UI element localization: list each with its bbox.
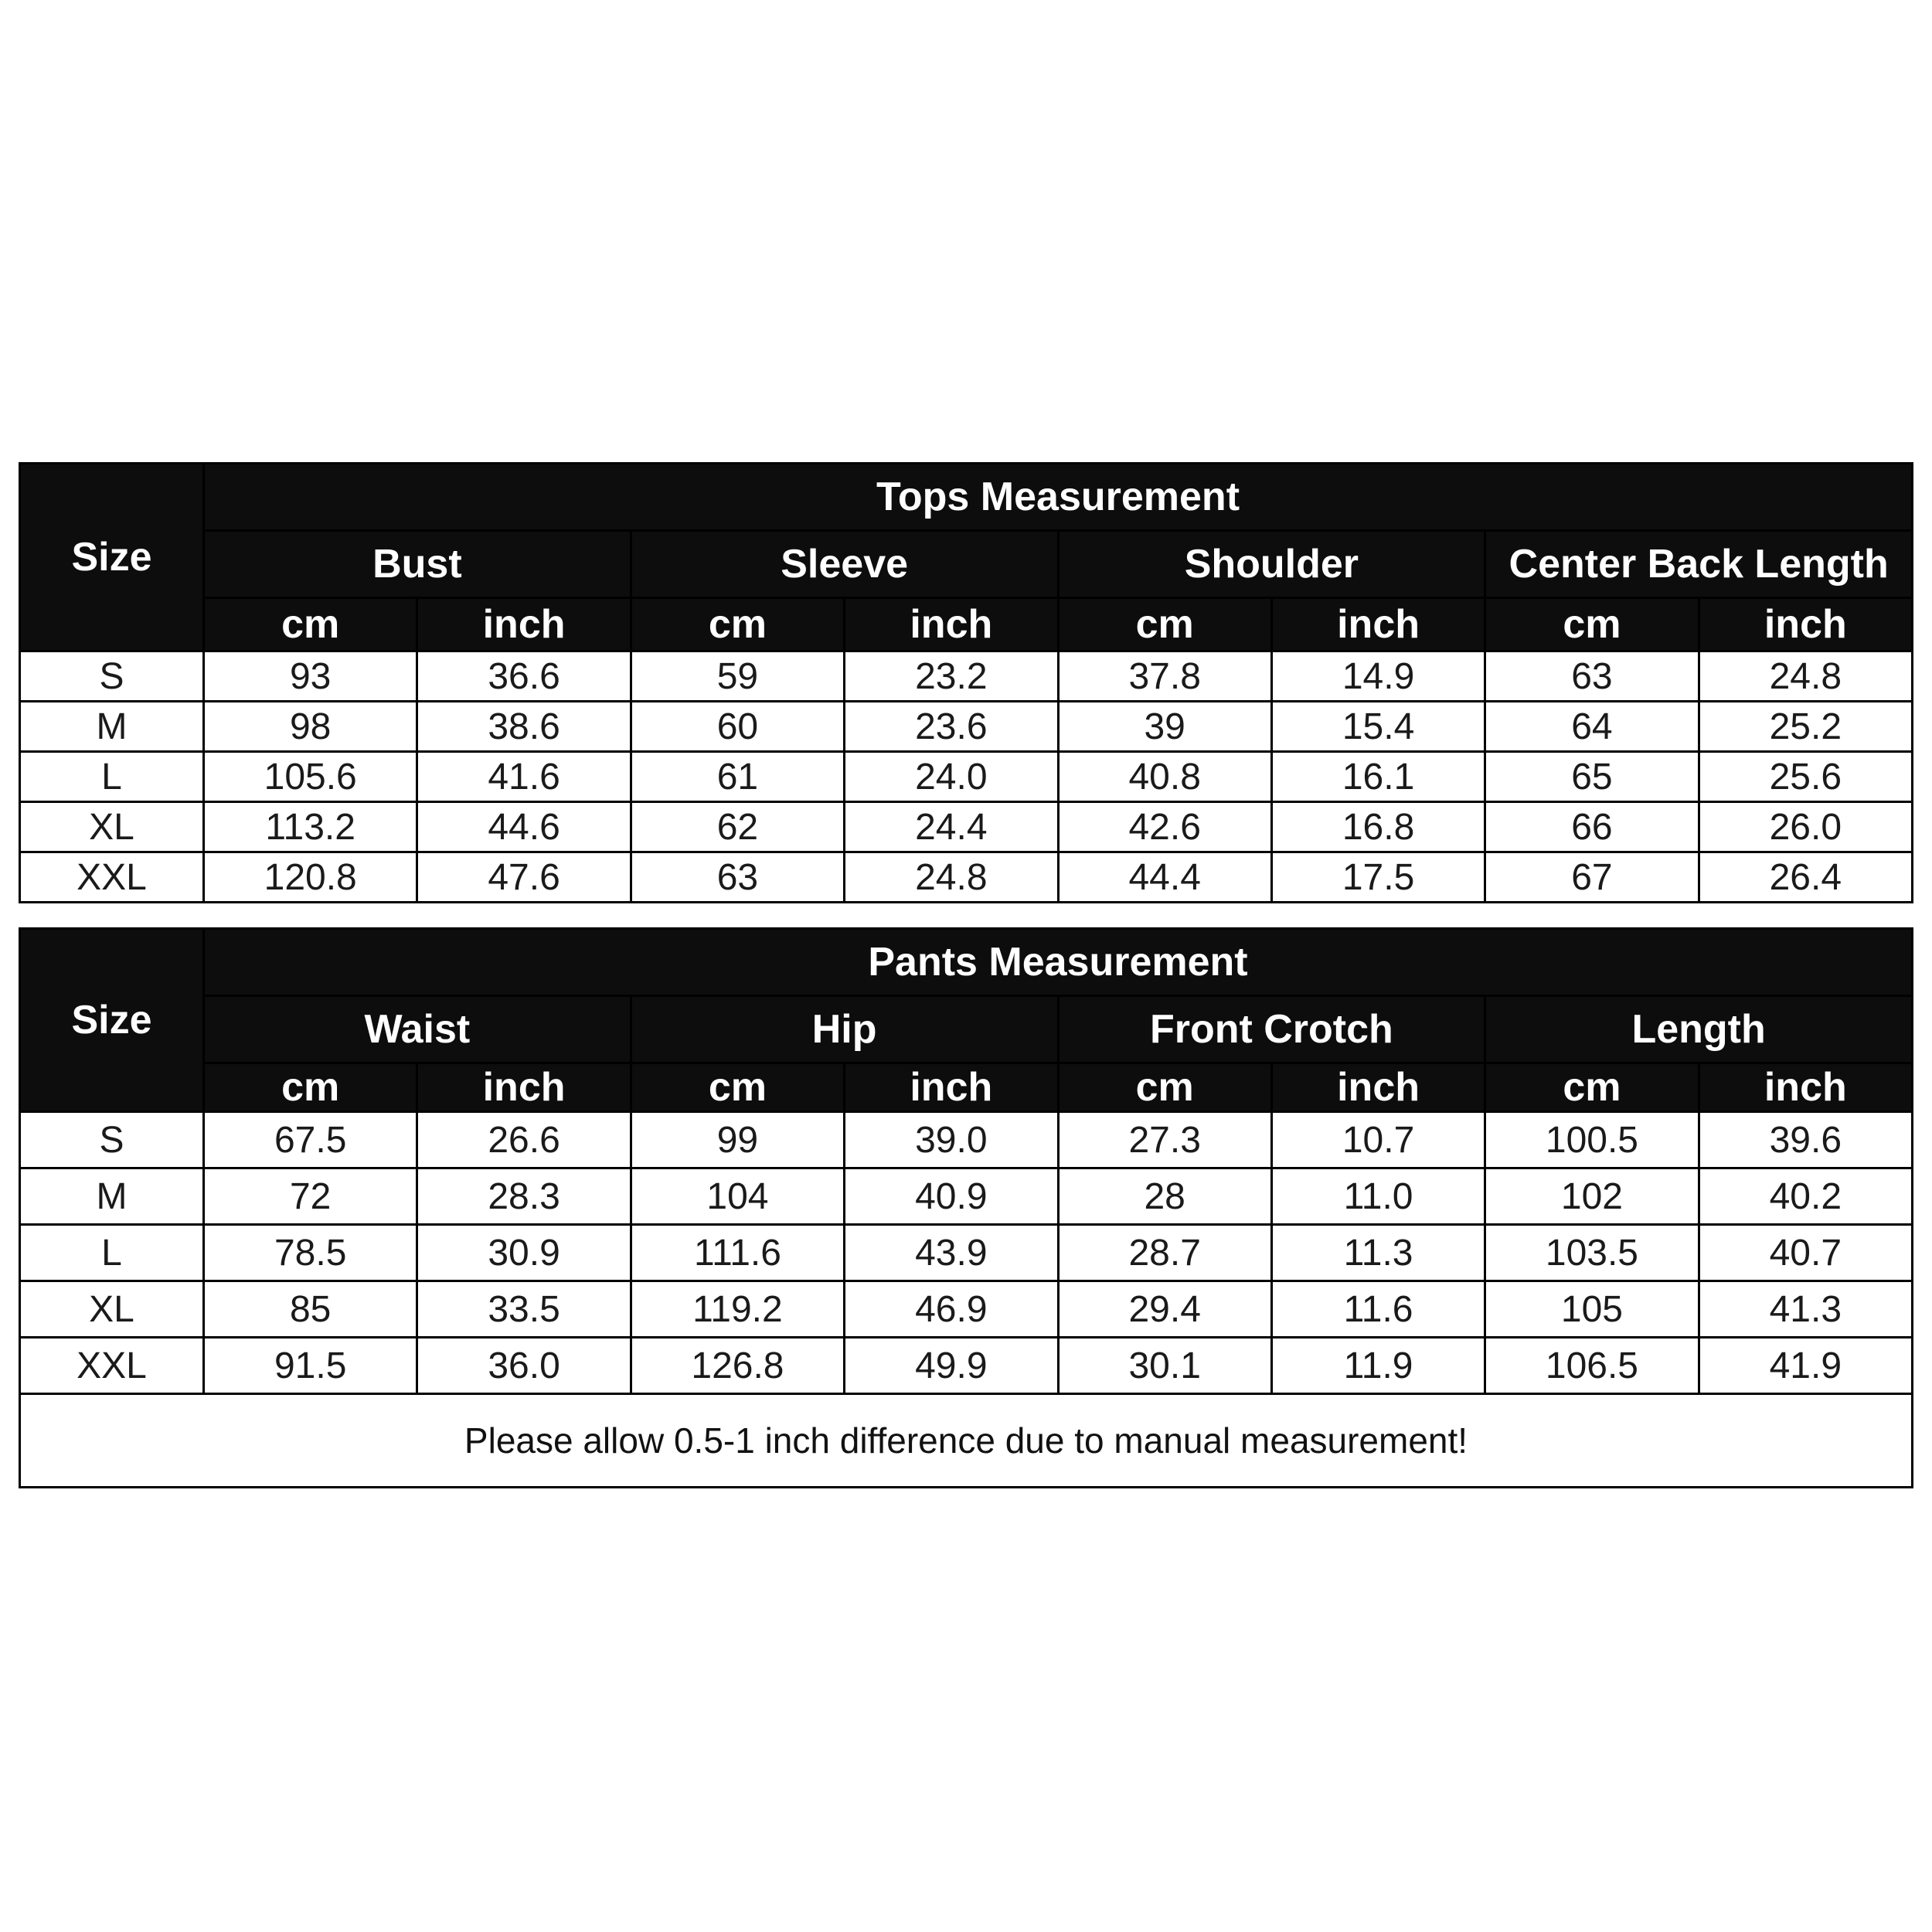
measurement-cell: 11.0 <box>1271 1168 1485 1225</box>
pants-unit-header: cm <box>1058 1063 1271 1112</box>
measurement-cell: 23.2 <box>845 651 1058 702</box>
measurement-cell: 39.0 <box>845 1112 1058 1168</box>
measurement-cell: 47.6 <box>417 852 631 903</box>
table-row <box>20 1225 1913 1281</box>
measurement-cell: 119.2 <box>631 1281 844 1338</box>
measurement-cell: 46.9 <box>845 1281 1058 1338</box>
measurement-cell: 113.2 <box>204 802 417 852</box>
pants-group-header: Length <box>1485 996 1913 1063</box>
measurement-note: Please allow 0.5-1 inch difference due to manual measurement! <box>20 1394 1913 1488</box>
pants-unit-header: inch <box>1699 1063 1912 1112</box>
pants-unit-header: inch <box>1271 1063 1485 1112</box>
measurement-cell: 43.9 <box>845 1225 1058 1281</box>
pants-title: Pants Measurement <box>204 929 1913 996</box>
tops-unit-header: inch <box>1699 598 1912 651</box>
measurement-cell: 36.6 <box>417 651 631 702</box>
measurement-cell: 40.7 <box>1699 1225 1912 1281</box>
measurement-cell: 25.6 <box>1699 752 1912 802</box>
pants-unit-header: cm <box>631 1063 844 1112</box>
measurement-cell: 24.4 <box>845 802 1058 852</box>
measurement-cell: 72 <box>204 1168 417 1225</box>
measurement-cell: 59 <box>631 651 844 702</box>
measurement-cell: 98 <box>204 702 417 752</box>
measurement-cell: 100.5 <box>1485 1112 1699 1168</box>
pants-unit-header: cm <box>204 1063 417 1112</box>
measurement-cell: 49.9 <box>845 1338 1058 1394</box>
measurement-cell: 104 <box>631 1168 844 1225</box>
measurement-cell: 44.6 <box>417 802 631 852</box>
measurement-cell: 66 <box>1485 802 1699 852</box>
measurement-cell: 23.6 <box>845 702 1058 752</box>
pants-group-header: Waist <box>204 996 631 1063</box>
measurement-cell: 78.5 <box>204 1225 417 1281</box>
measurement-cell: 106.5 <box>1485 1338 1699 1394</box>
measurement-cell: 38.6 <box>417 702 631 752</box>
measurement-cell: 40.8 <box>1058 752 1271 802</box>
measurement-cell: 60 <box>631 702 844 752</box>
tops-unit-header: inch <box>417 598 631 651</box>
measurement-cell: 61 <box>631 752 844 802</box>
measurement-cell: 28.3 <box>417 1168 631 1225</box>
measurement-cell: 41.9 <box>1699 1338 1912 1394</box>
measurement-cell: 28 <box>1058 1168 1271 1225</box>
pants-unit-header: inch <box>845 1063 1058 1112</box>
pants-unit-header: inch <box>417 1063 631 1112</box>
measurement-cell: 85 <box>204 1281 417 1338</box>
measurement-cell: 62 <box>631 802 844 852</box>
tops-unit-header: cm <box>1485 598 1699 651</box>
table-row <box>20 1112 1913 1168</box>
measurement-cell: 29.4 <box>1058 1281 1271 1338</box>
measurement-cell: 11.9 <box>1271 1338 1485 1394</box>
measurement-cell: 102 <box>1485 1168 1699 1225</box>
measurement-cell: 11.3 <box>1271 1225 1485 1281</box>
measurement-cell: 41.6 <box>417 752 631 802</box>
measurement-cell: 63 <box>631 852 844 903</box>
measurement-cell: 14.9 <box>1271 651 1485 702</box>
pants-unit-header: cm <box>1485 1063 1699 1112</box>
tops-unit-header: cm <box>631 598 844 651</box>
table-row <box>20 802 1913 852</box>
table-row <box>20 1338 1913 1394</box>
tops-unit-header: inch <box>1271 598 1485 651</box>
measurement-cell: 17.5 <box>1271 852 1485 903</box>
tops-unit-header: inch <box>845 598 1058 651</box>
measurement-cell: 26.4 <box>1699 852 1912 903</box>
measurement-cell: 99 <box>631 1112 844 1168</box>
tops-unit-header: cm <box>204 598 417 651</box>
measurement-cell: 24.8 <box>1699 651 1912 702</box>
tops-title: Tops Measurement <box>204 464 1913 531</box>
size-cell: S <box>20 651 204 702</box>
measurement-cell: 39 <box>1058 702 1271 752</box>
pants-measurement-table <box>19 927 1913 1488</box>
table-row <box>20 1281 1913 1338</box>
size-cell: M <box>20 1168 204 1225</box>
size-cell: M <box>20 702 204 752</box>
measurement-cell: 15.4 <box>1271 702 1485 752</box>
measurement-cell: 91.5 <box>204 1338 417 1394</box>
pants-group-header: Hip <box>631 996 1058 1063</box>
measurement-cell: 24.0 <box>845 752 1058 802</box>
tops-size-header: Size <box>20 464 204 651</box>
size-cell: XL <box>20 802 204 852</box>
pants-group-header: Front Crotch <box>1058 996 1485 1063</box>
measurement-cell: 37.8 <box>1058 651 1271 702</box>
measurement-cell: 93 <box>204 651 417 702</box>
measurement-cell: 30.1 <box>1058 1338 1271 1394</box>
measurement-cell: 41.3 <box>1699 1281 1912 1338</box>
tops-group-header: Center Back Length <box>1485 531 1913 598</box>
measurement-cell: 126.8 <box>631 1338 844 1394</box>
size-cell: XXL <box>20 852 204 903</box>
size-cell: XL <box>20 1281 204 1338</box>
tops-measurement-table <box>19 462 1913 903</box>
measurement-cell: 105.6 <box>204 752 417 802</box>
pants-size-header: Size <box>20 929 204 1112</box>
measurement-cell: 26.6 <box>417 1112 631 1168</box>
measurement-cell: 36.0 <box>417 1338 631 1394</box>
measurement-cell: 105 <box>1485 1281 1699 1338</box>
size-cell: S <box>20 1112 204 1168</box>
measurement-cell: 64 <box>1485 702 1699 752</box>
measurement-cell: 42.6 <box>1058 802 1271 852</box>
tops-unit-header: cm <box>1058 598 1271 651</box>
measurement-cell: 10.7 <box>1271 1112 1485 1168</box>
measurement-cell: 67 <box>1485 852 1699 903</box>
measurement-cell: 11.6 <box>1271 1281 1485 1338</box>
measurement-cell: 27.3 <box>1058 1112 1271 1168</box>
table-row <box>20 651 1913 702</box>
measurement-cell: 111.6 <box>631 1225 844 1281</box>
measurement-cell: 26.0 <box>1699 802 1912 852</box>
measurement-cell: 16.8 <box>1271 802 1485 852</box>
size-cell: L <box>20 1225 204 1281</box>
tops-group-header: Bust <box>204 531 631 598</box>
measurement-cell: 63 <box>1485 651 1699 702</box>
measurement-cell: 103.5 <box>1485 1225 1699 1281</box>
tops-group-header: Sleeve <box>631 531 1058 598</box>
measurement-cell: 40.9 <box>845 1168 1058 1225</box>
measurement-cell: 67.5 <box>204 1112 417 1168</box>
table-row <box>20 852 1913 903</box>
table-row <box>20 1168 1913 1225</box>
measurement-cell: 40.2 <box>1699 1168 1912 1225</box>
tops-group-header: Shoulder <box>1058 531 1485 598</box>
measurement-cell: 120.8 <box>204 852 417 903</box>
size-cell: L <box>20 752 204 802</box>
measurement-cell: 28.7 <box>1058 1225 1271 1281</box>
measurement-cell: 39.6 <box>1699 1112 1912 1168</box>
measurement-cell: 65 <box>1485 752 1699 802</box>
measurement-cell: 24.8 <box>845 852 1058 903</box>
measurement-cell: 33.5 <box>417 1281 631 1338</box>
table-row <box>20 752 1913 802</box>
table-row <box>20 702 1913 752</box>
measurement-cell: 25.2 <box>1699 702 1912 752</box>
measurement-cell: 44.4 <box>1058 852 1271 903</box>
size-cell: XXL <box>20 1338 204 1394</box>
measurement-cell: 30.9 <box>417 1225 631 1281</box>
measurement-cell: 16.1 <box>1271 752 1485 802</box>
